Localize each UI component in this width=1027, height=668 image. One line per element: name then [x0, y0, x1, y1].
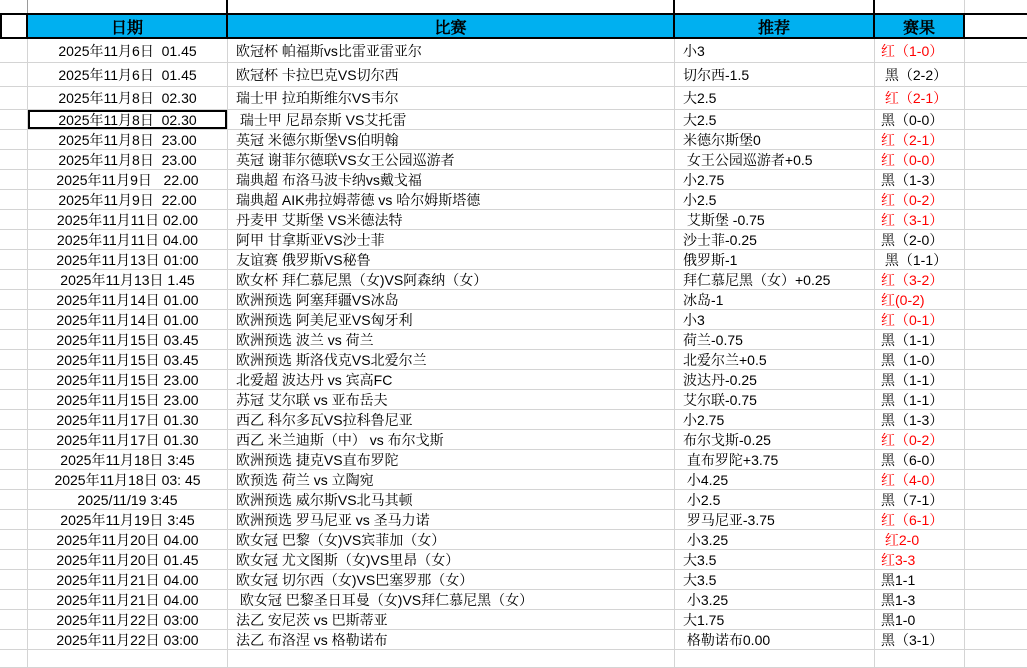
date-cell[interactable]: 2025年11月20日 04.00 — [28, 530, 228, 549]
recommendation-cell[interactable]: 布尔戈斯-0.25 — [675, 430, 875, 449]
extra-cell[interactable] — [965, 210, 1027, 229]
table-row — [0, 610, 1027, 630]
match-cell[interactable]: 苏冠 艾尔联 vs 亚布岳夫 — [228, 390, 675, 409]
table-header-row — [0, 13, 1027, 39]
date-cell[interactable]: 2025年11月21日 04.00 — [28, 570, 228, 589]
table-row — [0, 39, 1027, 63]
result-cell[interactable]: 红（0-1） — [875, 310, 965, 329]
match-cell[interactable]: 法乙 布洛涅 vs 格勒诺布 — [228, 630, 675, 649]
table-row — [0, 410, 1027, 430]
result-cell[interactable]: 黑（7-1） — [875, 490, 965, 509]
date-cell[interactable]: 2025年11月15日 23.00 — [28, 390, 228, 409]
row-number-gutter — [0, 210, 28, 229]
recommendation-cell[interactable]: 荷兰-0.75 — [675, 330, 875, 349]
date-cell[interactable]: 2025年11月14日 01.00 — [28, 290, 228, 309]
extra-cell[interactable] — [965, 250, 1027, 269]
extra-cell[interactable] — [965, 63, 1027, 86]
date-cell[interactable]: 2025年11月18日 3:45 — [28, 450, 228, 469]
date-cell[interactable]: 2025年11月13日 1.45 — [28, 270, 228, 289]
result-cell[interactable]: 红（2-1） — [875, 87, 965, 109]
table-row — [0, 530, 1027, 550]
result-cell[interactable]: 黑（1-1） — [875, 330, 965, 349]
result-cell[interactable]: 红（2-1） — [875, 130, 965, 149]
recommendation-cell[interactable]: 罗马尼亚-3.75 — [675, 510, 875, 529]
result-cell[interactable]: 黑（0-0） — [875, 110, 965, 129]
row-number-gutter — [0, 430, 28, 449]
date-cell[interactable]: 2025年11月19日 3:45 — [28, 510, 228, 529]
result-cell[interactable]: 红（0-0） — [875, 150, 965, 169]
date-cell[interactable]: 2025年11月18日 03: 45 — [28, 470, 228, 489]
top-cell-result — [875, 0, 965, 13]
row-number-gutter — [0, 39, 28, 62]
row-number-gutter — [0, 410, 28, 429]
extra-cell[interactable] — [965, 470, 1027, 489]
extra-cell[interactable] — [965, 490, 1027, 509]
date-cell[interactable]: 2025年11月8日 23.00 — [28, 130, 228, 149]
extra-cell[interactable] — [965, 350, 1027, 369]
match-cell[interactable]: 瑞典超 AIK弗拉姆蒂德 vs 哈尔姆斯塔德 — [228, 190, 675, 209]
extra-cell[interactable] — [965, 570, 1027, 589]
date-cell[interactable]: 2025年11月9日 22.00 — [28, 170, 228, 189]
recommendation-cell[interactable]: 小4.25 — [675, 470, 875, 489]
extra-cell[interactable] — [965, 87, 1027, 109]
row-number-gutter — [0, 250, 28, 269]
match-cell[interactable]: 欧洲预选 捷克VS直布罗陀 — [228, 450, 675, 469]
match-cell[interactable]: 欧女冠 切尔西（女)VS巴塞罗那（女） — [228, 570, 675, 589]
recommendation-cell[interactable]: 小3.25 — [675, 590, 875, 609]
table-row — [0, 590, 1027, 610]
recommendation-cell[interactable]: 小2.5 — [675, 190, 875, 209]
extra-cell[interactable] — [965, 270, 1027, 289]
table-row — [0, 350, 1027, 370]
table-row — [0, 290, 1027, 310]
match-cell[interactable]: 阿甲 甘拿斯亚VS沙士菲 — [228, 230, 675, 249]
result-cell[interactable]: 黑1-1 — [875, 570, 965, 589]
top-partial-row — [0, 0, 1027, 13]
recommendation-cell[interactable]: 波达丹-0.25 — [675, 370, 875, 389]
date-cell[interactable]: 2025年11月13日 01:00 — [28, 250, 228, 269]
header-cell-match[interactable]: 比赛 — [228, 15, 675, 37]
date-cell[interactable]: 2025年11月22日 03:00 — [28, 630, 228, 649]
date-cell[interactable]: 2025年11月8日 02.30 — [28, 87, 228, 109]
empty-cell — [228, 650, 675, 667]
result-cell[interactable]: 红(0-2) — [875, 290, 965, 309]
table-body — [0, 39, 1027, 650]
date-cell[interactable]: 2025年11月11日 02.00 — [28, 210, 228, 229]
table-row — [0, 170, 1027, 190]
extra-cell[interactable] — [965, 110, 1027, 129]
table-row — [0, 370, 1027, 390]
result-cell[interactable]: 黑（3-1） — [875, 630, 965, 649]
extra-cell[interactable] — [965, 330, 1027, 349]
recommendation-cell[interactable]: 小3 — [675, 310, 875, 329]
result-cell[interactable]: 黑（6-0） — [875, 450, 965, 469]
row-number-gutter — [0, 370, 28, 389]
date-cell[interactable]: 2025年11月21日 04.00 — [28, 590, 228, 609]
match-cell[interactable]: 丹麦甲 艾斯堡 VS米德法特 — [228, 210, 675, 229]
recommendation-cell[interactable]: 大3.5 — [675, 550, 875, 569]
table-row — [0, 550, 1027, 570]
row-number-gutter — [0, 150, 28, 169]
row-number-gutter — [0, 330, 28, 349]
row-number-gutter — [0, 230, 28, 249]
match-cell[interactable]: 西乙 米兰迪斯（中） vs 布尔戈斯 — [228, 430, 675, 449]
table-row — [0, 150, 1027, 170]
row-number-gutter — [0, 63, 28, 86]
date-cell[interactable]: 2025年11月15日 23.00 — [28, 370, 228, 389]
row-number-gutter — [0, 610, 28, 629]
match-cell[interactable]: 欧女冠 巴黎（女)VS宾菲加（女） — [228, 530, 675, 549]
extra-cell[interactable] — [965, 190, 1027, 209]
recommendation-cell[interactable]: 女王公园巡游者+0.5 — [675, 150, 875, 169]
extra-cell[interactable] — [965, 310, 1027, 329]
result-cell[interactable]: 红（3-1） — [875, 210, 965, 229]
table-row — [0, 230, 1027, 250]
date-cell[interactable]: 2025年11月14日 01.00 — [28, 310, 228, 329]
empty-cell — [675, 650, 875, 667]
table-row — [0, 450, 1027, 470]
table-row — [0, 270, 1027, 290]
empty-cell — [965, 650, 1027, 667]
table-row — [0, 310, 1027, 330]
date-cell[interactable]: 2025年11月20日 01.45 — [28, 550, 228, 569]
match-cell[interactable]: 欧女冠 巴黎圣日耳曼（女)VS拜仁慕尼黑（女） — [228, 590, 675, 609]
match-cell[interactable]: 瑞士甲 尼昂奈斯 VS艾托雷 — [228, 110, 675, 129]
recommendation-cell[interactable]: 北爱尔兰+0.5 — [675, 350, 875, 369]
table-row — [0, 190, 1027, 210]
recommendation-cell[interactable]: 米德尔斯堡0 — [675, 130, 875, 149]
date-cell[interactable]: 2025年11月6日 01.45 — [28, 39, 228, 62]
extra-cell[interactable] — [965, 430, 1027, 449]
result-cell[interactable]: 黑（2-2） — [875, 63, 965, 86]
row-number-gutter — [0, 630, 28, 649]
recommendation-cell[interactable]: 艾尔联-0.75 — [675, 390, 875, 409]
result-cell[interactable]: 红（0-2） — [875, 430, 965, 449]
date-cell[interactable]: 2025年11月8日 02.30 — [28, 110, 228, 129]
extra-cell[interactable] — [965, 130, 1027, 149]
result-cell[interactable]: 红（6-1） — [875, 510, 965, 529]
date-cell[interactable]: 2025/11/19 3:45 — [28, 490, 228, 509]
table-row — [0, 63, 1027, 87]
header-cell-recommendation[interactable]: 推荐 — [675, 15, 875, 37]
match-cell[interactable]: 欧洲预选 阿美尼亚VS匈牙利 — [228, 310, 675, 329]
match-cell[interactable]: 欧洲预选 波兰 vs 荷兰 — [228, 330, 675, 349]
table-row — [0, 630, 1027, 650]
match-cell[interactable]: 法乙 安尼茨 vs 巴斯蒂亚 — [228, 610, 675, 629]
match-cell[interactable]: 欧女杯 拜仁慕尼黑（女)VS阿森纳（女） — [228, 270, 675, 289]
row-number-gutter — [0, 510, 28, 529]
match-cell[interactable]: 英冠 谢菲尔德联VS女王公园巡游者 — [228, 150, 675, 169]
header-cell-blank — [0, 15, 28, 37]
recommendation-cell[interactable]: 小2.5 — [675, 490, 875, 509]
table-row — [0, 130, 1027, 150]
table-row — [0, 110, 1027, 130]
recommendation-cell[interactable]: 沙士菲-0.25 — [675, 230, 875, 249]
recommendation-cell[interactable]: 切尔西-1.5 — [675, 63, 875, 86]
row-number-gutter — [0, 310, 28, 329]
result-cell[interactable]: 黑（1-1） — [875, 370, 965, 389]
table-row — [0, 250, 1027, 270]
match-cell[interactable]: 瑞典超 布洛马波卡纳vs戴戈福 — [228, 170, 675, 189]
match-cell[interactable]: 欧洲预选 阿塞拜疆VS冰岛 — [228, 290, 675, 309]
extra-cell[interactable] — [965, 590, 1027, 609]
empty-row — [0, 650, 1027, 668]
result-cell[interactable]: 黑1-0 — [875, 610, 965, 629]
match-cell[interactable]: 欧洲预选 斯洛伐克VS北爱尔兰 — [228, 350, 675, 369]
extra-cell[interactable] — [965, 230, 1027, 249]
recommendation-cell[interactable]: 艾斯堡 -0.75 — [675, 210, 875, 229]
result-cell[interactable]: 黑（2-0） — [875, 230, 965, 249]
recommendation-cell[interactable]: 拜仁慕尼黑（女）+0.25 — [675, 270, 875, 289]
date-cell[interactable]: 2025年11月17日 01.30 — [28, 430, 228, 449]
recommendation-cell[interactable]: 小2.75 — [675, 410, 875, 429]
match-cell[interactable]: 欧女冠 尤文图斯（女)VS里昂（女） — [228, 550, 675, 569]
row-number-gutter — [0, 470, 28, 489]
extra-cell[interactable] — [965, 530, 1027, 549]
result-cell[interactable]: 黑（1-3） — [875, 170, 965, 189]
recommendation-cell[interactable]: 小3.25 — [675, 530, 875, 549]
extra-cell[interactable] — [965, 550, 1027, 569]
header-cell-extra — [965, 15, 1027, 37]
date-cell[interactable]: 2025年11月6日 01.45 — [28, 63, 228, 86]
header-cell-result[interactable]: 赛果 — [875, 15, 965, 37]
table-row — [0, 510, 1027, 530]
extra-cell[interactable] — [965, 630, 1027, 649]
recommendation-cell[interactable]: 大2.5 — [675, 87, 875, 109]
date-cell[interactable]: 2025年11月8日 23.00 — [28, 150, 228, 169]
row-number-gutter — [0, 570, 28, 589]
table-row — [0, 570, 1027, 590]
recommendation-cell[interactable]: 格勒诺布0.00 — [675, 630, 875, 649]
top-cell-date — [28, 0, 228, 13]
result-cell[interactable]: 红（3-2） — [875, 270, 965, 289]
table-row — [0, 390, 1027, 410]
extra-cell[interactable] — [965, 450, 1027, 469]
row-number-gutter — [0, 450, 28, 469]
match-cell[interactable]: 欧预选 荷兰 vs 立陶宛 — [228, 470, 675, 489]
recommendation-cell[interactable]: 大1.75 — [675, 610, 875, 629]
extra-cell[interactable] — [965, 610, 1027, 629]
table-row — [0, 490, 1027, 510]
result-cell[interactable]: 黑（1-0） — [875, 350, 965, 369]
date-cell[interactable]: 2025年11月17日 01.30 — [28, 410, 228, 429]
date-cell[interactable]: 2025年11月15日 03.45 — [28, 330, 228, 349]
extra-cell[interactable] — [965, 290, 1027, 309]
extra-cell[interactable] — [965, 150, 1027, 169]
recommendation-cell[interactable]: 大3.5 — [675, 570, 875, 589]
table-row — [0, 470, 1027, 490]
result-cell[interactable]: 红（4-0） — [875, 470, 965, 489]
recommendation-cell[interactable]: 冰岛-1 — [675, 290, 875, 309]
recommendation-cell[interactable]: 小2.75 — [675, 170, 875, 189]
recommendation-cell[interactable]: 大2.5 — [675, 110, 875, 129]
row-number-gutter — [0, 190, 28, 209]
recommendation-cell[interactable]: 俄罗斯-1 — [675, 250, 875, 269]
top-cell-a — [0, 0, 28, 13]
extra-cell[interactable] — [965, 39, 1027, 62]
table-row — [0, 330, 1027, 350]
match-cell[interactable]: 北爱超 波达丹 vs 宾高FC — [228, 370, 675, 389]
date-cell[interactable]: 2025年11月15日 03.45 — [28, 350, 228, 369]
extra-cell[interactable] — [965, 510, 1027, 529]
match-cell[interactable]: 欧冠杯 卡拉巴克VS切尔西 — [228, 63, 675, 86]
row-number-gutter — [0, 490, 28, 509]
row-number-gutter — [0, 270, 28, 289]
table-row — [0, 210, 1027, 230]
row-number-gutter — [0, 170, 28, 189]
row-number-gutter — [0, 390, 28, 409]
match-cell[interactable]: 欧冠杯 帕福斯vs比雷亚雷亚尔 — [228, 39, 675, 62]
row-number-gutter — [0, 87, 28, 109]
top-cell-match — [228, 0, 675, 13]
top-cell-extra — [965, 0, 1027, 13]
table-row — [0, 87, 1027, 110]
row-number-gutter — [0, 130, 28, 149]
table-row — [0, 430, 1027, 450]
empty-cell — [28, 650, 228, 667]
extra-cell[interactable] — [965, 410, 1027, 429]
row-number-gutter — [0, 350, 28, 369]
top-cell-rec — [675, 0, 875, 13]
result-cell[interactable]: 黑1-3 — [875, 590, 965, 609]
result-cell[interactable]: 红（1-0） — [875, 39, 965, 62]
date-cell[interactable]: 2025年11月9日 22.00 — [28, 190, 228, 209]
match-cell[interactable]: 英冠 米德尔斯堡VS伯明翰 — [228, 130, 675, 149]
match-cell[interactable]: 西乙 科尔多瓦VS拉科鲁尼亚 — [228, 410, 675, 429]
result-cell[interactable]: 黑（1-3） — [875, 410, 965, 429]
result-cell[interactable]: 红3-3 — [875, 550, 965, 569]
result-cell[interactable]: 黑（1-1） — [875, 250, 965, 269]
recommendation-cell[interactable]: 小3 — [675, 39, 875, 62]
extra-cell[interactable] — [965, 370, 1027, 389]
row-number-gutter — [0, 110, 28, 129]
result-cell[interactable]: 黑（1-1） — [875, 390, 965, 409]
row-number-gutter — [0, 590, 28, 609]
row-number-gutter — [0, 530, 28, 549]
date-cell[interactable]: 2025年11月22日 03:00 — [28, 610, 228, 629]
match-cell[interactable]: 欧洲预选 罗马尼亚 vs 圣马力诺 — [228, 510, 675, 529]
result-cell[interactable]: 红（0-2） — [875, 190, 965, 209]
date-cell[interactable]: 2025年11月11日 04.00 — [28, 230, 228, 249]
empty-cell — [875, 650, 965, 667]
match-cell[interactable]: 欧洲预选 威尔斯VS北马其顿 — [228, 490, 675, 509]
row-number-gutter — [0, 290, 28, 309]
match-cell[interactable]: 友谊赛 俄罗斯VS秘鲁 — [228, 250, 675, 269]
result-cell[interactable]: 红2-0 — [875, 530, 965, 549]
header-cell-date[interactable]: 日期 — [28, 15, 228, 37]
row-number-gutter — [0, 550, 28, 569]
match-cell[interactable]: 瑞士甲 拉珀斯维尔VS韦尔 — [228, 87, 675, 109]
empty-cell — [0, 650, 28, 667]
recommendation-cell[interactable]: 直布罗陀+3.75 — [675, 450, 875, 469]
extra-cell[interactable] — [965, 170, 1027, 189]
extra-cell[interactable] — [965, 390, 1027, 409]
